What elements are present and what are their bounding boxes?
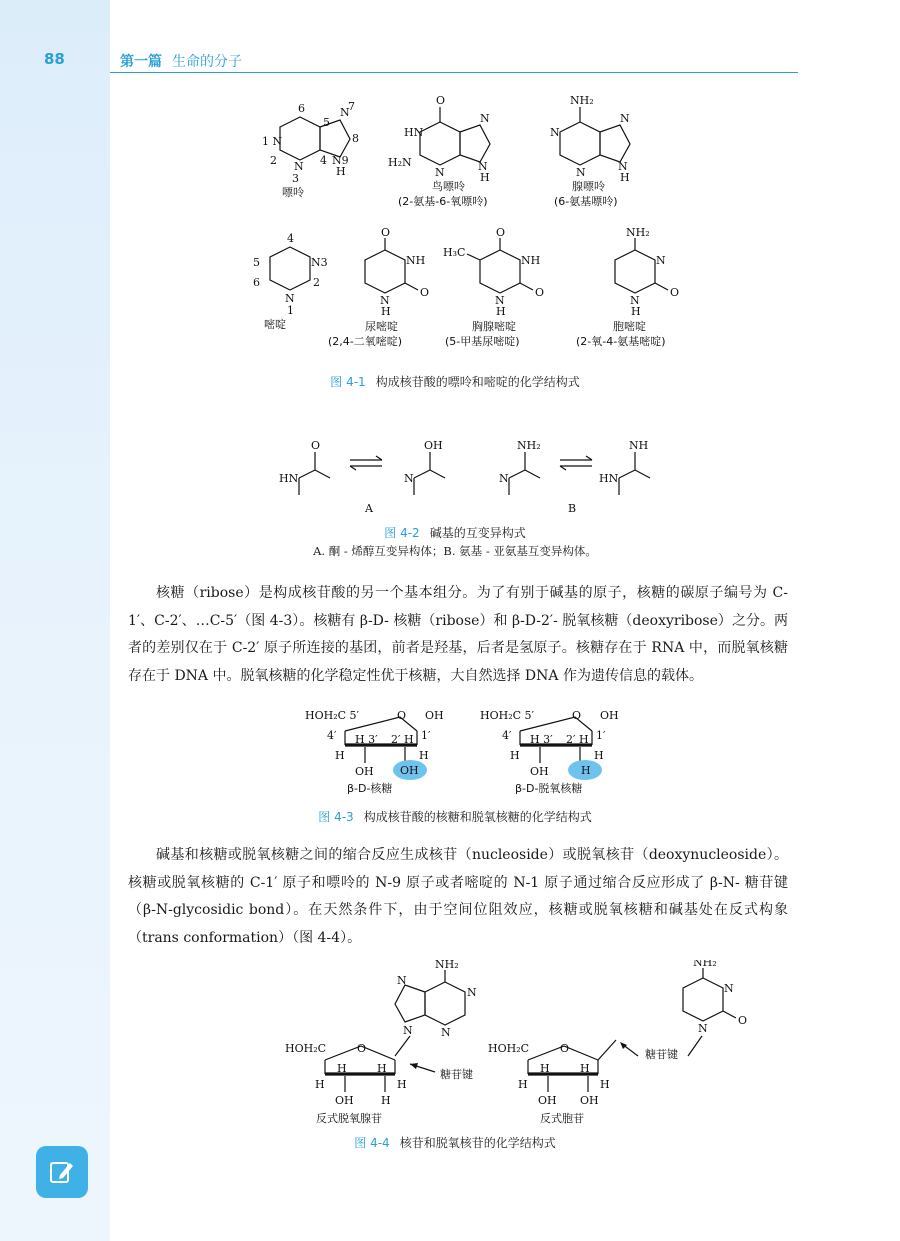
adenine-structure [550, 94, 630, 184]
svg-text:O: O [397, 709, 407, 722]
svg-text:2: 2 [313, 276, 320, 289]
svg-text:NH₂: NH₂ [435, 960, 459, 971]
svg-text:N: N [441, 1026, 451, 1039]
svg-text:H: H [337, 1062, 347, 1075]
svg-text:OH: OH [335, 1094, 354, 1107]
edit-note-button[interactable] [36, 1146, 88, 1198]
figure-4-2-note: A. 酮 - 烯醇互变异构体；B. 氨基 - 亚氨基互变异构体。 [313, 544, 597, 558]
figure-4-1 [110, 92, 870, 364]
svg-text:N: N [294, 160, 304, 173]
guanine-label: 鸟嘌呤 [432, 180, 465, 193]
svg-text:HN: HN [599, 472, 619, 485]
thymine-label: 胸腺嘧啶 [472, 320, 516, 333]
svg-text:H: H [377, 1062, 387, 1075]
svg-text:N: N [478, 160, 488, 173]
svg-text:2′ H: 2′ H [391, 733, 414, 746]
equilibrium-arrow-b [560, 456, 592, 470]
svg-text:HOH₂C: HOH₂C [488, 1042, 530, 1055]
label-b: B [568, 502, 577, 515]
figure-4-4-caption: 图 4-4 核苷和脱氧核苷的化学结构式 [354, 1136, 556, 1150]
figure-4-3-caption: 图 4-3 构成核苷酸的核糖和脱氧核糖的化学结构式 [318, 810, 592, 824]
svg-text:4: 4 [320, 154, 327, 167]
running-header [120, 51, 242, 71]
svg-text:N: N [467, 986, 477, 999]
svg-text:H: H [496, 305, 506, 318]
svg-text:OH: OH [538, 1094, 557, 1107]
svg-text:NH₂: NH₂ [570, 94, 594, 107]
cytidine-bond-label: 糖苷键 [645, 1048, 678, 1061]
svg-text:OH: OH [580, 1094, 599, 1107]
svg-text:H: H [631, 305, 641, 318]
svg-text:O: O [357, 1042, 367, 1055]
figure-4-2 [110, 430, 870, 520]
svg-text:7: 7 [348, 100, 355, 113]
figure-4-4-nucleosides [110, 960, 870, 1130]
svg-text:N: N [340, 106, 350, 119]
svg-text:O: O [436, 94, 446, 107]
svg-text:N: N [576, 166, 586, 179]
svg-text:3: 3 [292, 172, 299, 185]
svg-text:H 3′: H 3′ [530, 733, 553, 746]
header-divider [110, 72, 798, 73]
svg-text:N: N [380, 294, 390, 307]
svg-text:H: H [518, 1078, 528, 1091]
svg-text:NH₂: NH₂ [517, 439, 541, 452]
svg-text:OH: OH [530, 765, 549, 778]
svg-text:1′: 1′ [596, 729, 606, 742]
uracil-sub: (2,4-二氧嘧啶) [328, 335, 403, 348]
svg-text:H: H [510, 749, 520, 762]
amino-form [499, 439, 541, 495]
svg-text:H₂N: H₂N [388, 156, 412, 169]
svg-text:H: H [381, 305, 391, 318]
svg-text:1′: 1′ [421, 729, 431, 742]
svg-text:N: N [480, 112, 490, 125]
svg-text:H: H [620, 171, 630, 184]
svg-text:N: N [630, 294, 640, 307]
svg-text:H: H [580, 1062, 590, 1075]
svg-text:H: H [397, 1078, 407, 1091]
enol-form [404, 439, 445, 495]
svg-text:HN: HN [279, 472, 299, 485]
ribose-highlight-text: OH [400, 764, 419, 777]
figure-4-3 [110, 700, 870, 800]
svg-text:4′: 4′ [327, 729, 337, 742]
uracil-label: 尿嘧啶 [365, 320, 398, 333]
svg-text:O: O [670, 286, 680, 299]
svg-text:H: H [336, 165, 346, 178]
chapter-title: 生命的分子 [172, 54, 242, 70]
cytidine-label: 反式胞苷 [540, 1112, 584, 1125]
page-sidebar [0, 0, 110, 1241]
adenosine-bond-label: 糖苷键 [440, 1068, 473, 1081]
svg-text:4: 4 [287, 232, 294, 245]
svg-text:O: O [560, 1042, 570, 1055]
svg-text:HOH₂C: HOH₂C [285, 1042, 327, 1055]
figure-4-1-structures [110, 92, 870, 364]
svg-text:2: 2 [270, 154, 277, 167]
svg-text:O: O [535, 286, 545, 299]
paragraph-nucleoside: 碱基和核糖或脱氧核糖之间的缩合反应生成核苷（nucleoside）或脱氧核苷（deoxynucleoside）。核糖或脱氧核糖的 C-1′ 原子和嘌呤的 N-9 原子或者嘧啶的 N-1 原子通过缩合反应形成了 β-N- 糖苷键（β-N-glycosidic bond）。在天然条件下，由于空间位阻效应，核糖或脱氧核糖和碱基处在反式构象（trans conformation）（图 4-4）。 [128, 847, 788, 946]
svg-text:6: 6 [298, 102, 305, 115]
svg-text:H₃C: H₃C [443, 246, 466, 259]
purine-label: 嘌呤 [282, 186, 304, 199]
guanine-sub: (2-氨基-6-氧嘌呤) [398, 195, 488, 208]
svg-text:H: H [315, 1078, 325, 1091]
svg-text:HOH₂C 5′: HOH₂C 5′ [305, 709, 360, 722]
deoxyribose-label: β-D-脱氧核糖 [515, 782, 583, 795]
thymine-structure [443, 226, 544, 318]
svg-text:OH: OH [424, 439, 443, 452]
uracil-structure [365, 226, 429, 318]
svg-text:N: N [495, 294, 505, 307]
svg-text:HN: HN [404, 126, 424, 139]
figure-4-1-number: 图 4-1 [330, 375, 366, 389]
deoxyribose-highlight-text: H [581, 764, 591, 777]
guanine-structure [388, 94, 490, 184]
svg-text:O: O [496, 226, 506, 239]
svg-text:NH: NH [521, 254, 541, 267]
svg-text:N: N [618, 160, 628, 173]
svg-text:O: O [572, 709, 582, 722]
svg-text:OH: OH [600, 709, 619, 722]
svg-text:H: H [600, 1078, 610, 1091]
cytidine-structure [488, 960, 747, 1107]
svg-text:N9: N9 [332, 154, 349, 167]
cytosine-label: 胞嘧啶 [613, 320, 646, 333]
svg-text:5: 5 [253, 256, 260, 269]
svg-text:N: N [435, 166, 445, 179]
svg-text:N: N [550, 126, 560, 139]
svg-text:HOH₂C 5′: HOH₂C 5′ [480, 709, 535, 722]
pencil-icon [48, 1158, 76, 1186]
svg-text:H: H [540, 1062, 550, 1075]
adenine-sub: (6-氨基嘌呤) [554, 195, 618, 208]
svg-text:O: O [738, 1014, 748, 1027]
imino-form [599, 439, 650, 495]
adenine-label: 腺嘌呤 [572, 180, 605, 193]
svg-text:H 3′: H 3′ [355, 733, 378, 746]
svg-text:H: H [335, 749, 345, 762]
svg-text:O: O [381, 226, 391, 239]
svg-text:5: 5 [323, 116, 330, 129]
svg-text:N: N [403, 1024, 413, 1037]
svg-text:O: O [420, 286, 430, 299]
paragraph-ribose: 核糖（ribose）是构成核苷酸的另一个基本组分。为了有别于碱基的原子，核糖的碳原子编号为 C-1′、C-2′、…C-5′（图 4-3）。核糖有 β-D- 核糖（ribose）和 β-D-2′- 脱氧核糖（deoxyribose）之分。两者的差别仅在于 C-2′ 原子所连接的基团，前者是羟基，后者是氢原子。核糖存在于 RNA 中，而脱氧核糖存在于 DNA 中。脱氧核糖的化学稳定性优于核糖，大自然选择 DNA 作为遗传信息的载体。 [128, 585, 788, 684]
svg-text:OH: OH [355, 765, 374, 778]
svg-text:N: N [404, 472, 414, 485]
svg-text:H: H [381, 1094, 391, 1107]
svg-text:1 N: 1 N [262, 135, 283, 148]
label-a: A [365, 502, 373, 515]
figure-4-2-caption: 图 4-2 碱基的互变异构式 [384, 526, 526, 540]
svg-text:N: N [285, 292, 295, 305]
svg-text:N: N [620, 112, 630, 125]
svg-text:6: 6 [253, 276, 260, 289]
svg-text:N3: N3 [311, 256, 328, 269]
keto-form [279, 439, 330, 495]
page-number: 88 [44, 50, 65, 68]
figure-4-3-number: 图 4-3 [318, 810, 354, 824]
figure-4-4-number: 图 4-4 [354, 1136, 390, 1150]
deoxyadenosine-structure [285, 960, 477, 1107]
svg-text:N: N [656, 254, 666, 267]
svg-text:4′: 4′ [502, 729, 512, 742]
svg-text:N: N [499, 472, 509, 485]
pyrimidine-structure [253, 232, 328, 317]
svg-text:H: H [480, 171, 490, 184]
svg-text:N: N [698, 1022, 708, 1035]
svg-text:2′ H: 2′ H [566, 733, 589, 746]
svg-text:NH: NH [629, 439, 649, 452]
figure-4-2-number: 图 4-2 [384, 526, 420, 540]
deoxyadenosine-label: 反式脱氧腺苷 [316, 1112, 382, 1125]
figure-4-4 [110, 960, 870, 1130]
svg-text:1: 1 [287, 304, 294, 317]
pyrimidine-label: 嘧啶 [264, 318, 286, 331]
svg-text:H: H [419, 749, 429, 762]
figure-4-1-caption: 图 4-1 构成核苷酸的嘌呤和嘧啶的化学结构式 [330, 375, 580, 389]
svg-text:H: H [594, 749, 604, 762]
figure-4-2-tautomers [110, 430, 870, 520]
thymine-sub: (5-甲基尿嘧啶) [445, 335, 520, 348]
svg-text:OH: OH [425, 709, 444, 722]
section-label: 第一篇 [120, 54, 162, 70]
svg-text:NH₂: NH₂ [693, 960, 717, 969]
svg-text:N: N [724, 982, 734, 995]
cytosine-sub: (2-氧-4-氨基嘧啶) [576, 335, 666, 348]
svg-text:N: N [397, 974, 407, 987]
ribose-label: β-D-核糖 [347, 782, 393, 795]
svg-text:O: O [311, 439, 321, 452]
equilibrium-arrow-a [350, 456, 382, 470]
purine-structure [262, 100, 359, 185]
figure-4-3-sugars [110, 700, 870, 800]
svg-text:8: 8 [352, 132, 359, 145]
svg-text:NH₂: NH₂ [626, 226, 650, 239]
svg-text:NH: NH [406, 254, 426, 267]
cytosine-structure [615, 226, 679, 318]
